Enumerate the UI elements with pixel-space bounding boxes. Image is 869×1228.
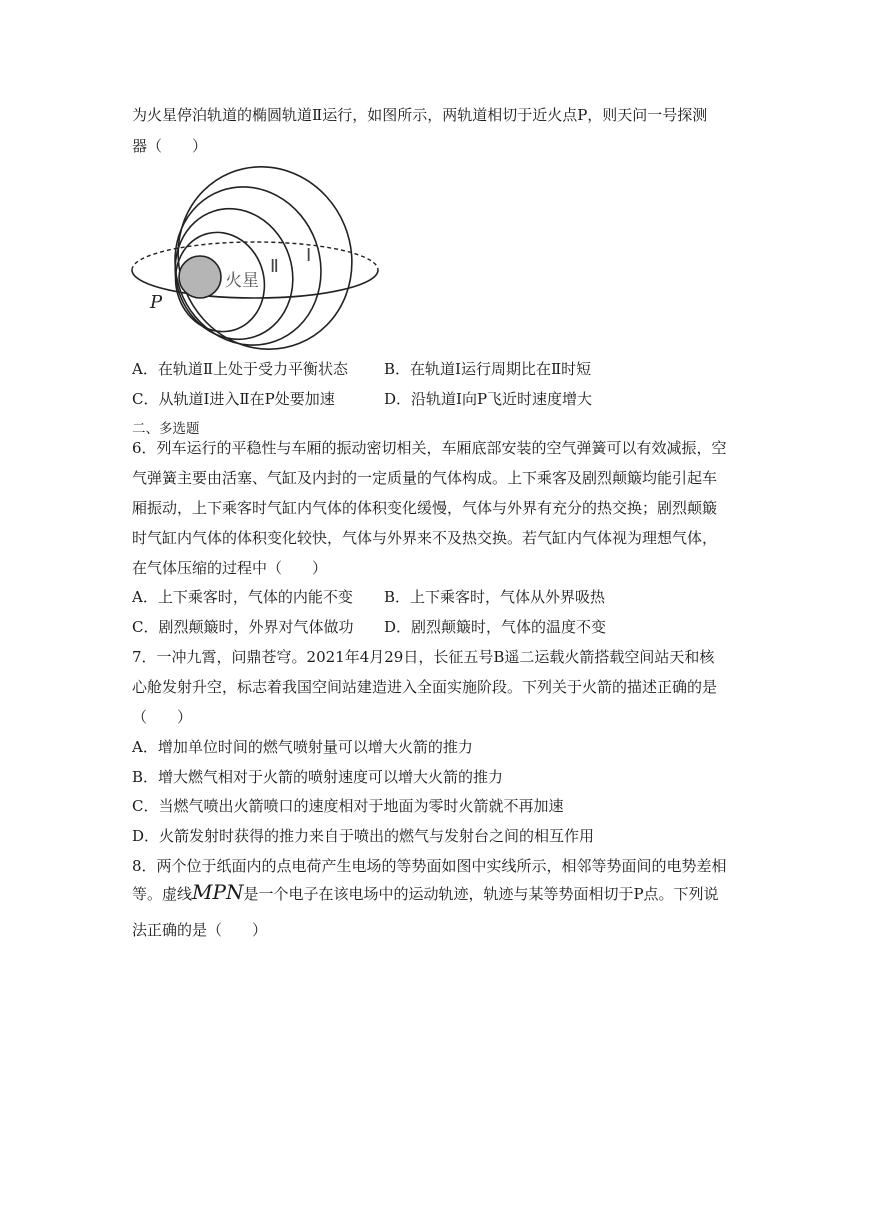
q7-option-c: C．当燃气喷出火箭喷口的速度相对于地面为零时火箭就不再加速	[132, 797, 564, 815]
mars-planet	[179, 256, 221, 298]
q5-option-b: B．在轨道Ⅰ运行周期比在Ⅱ时短	[384, 360, 592, 378]
q5-option-c: C．从轨道Ⅰ进入Ⅱ在P处要加速	[132, 390, 335, 408]
q6-option-b: B．上下乘客时，气体从外界吸热	[384, 588, 606, 606]
q5-option-d: D．沿轨道Ⅰ向P飞近时速度增大	[384, 390, 593, 408]
q8-stem-line-2	[132, 880, 719, 904]
mars-label: 火星	[225, 271, 259, 291]
q8-line2-post: 是一个电子在该电场中的运动轨迹，轨迹与某等势面相切于P点。下列说	[243, 885, 719, 903]
q6-stem-line-5: 在气体压缩的过程中（ ）	[132, 559, 328, 577]
q6-option-d: D．剧烈颠簸时，气体的温度不变	[384, 618, 607, 636]
q6-option-a: A．上下乘客时，气体的内能不变	[132, 588, 353, 606]
q5-stem-line-1: 为火星停泊轨道的椭圆轨道Ⅱ运行，如图所示，两轨道相切于近火点P，则天问一号探测	[132, 106, 708, 124]
q6-stem-line-4: 时气缸内气体的体积变化较快，气体与外界来不及热交换。若气缸内气体视为理想气体，	[132, 529, 718, 547]
section-title: 二、多选题	[132, 421, 200, 437]
q7-option-d: D．火箭发射时获得的推力来自于喷出的燃气与发射台之间的相互作用	[132, 827, 595, 845]
q7-option-b: B．增大燃气相对于火箭的喷射速度可以增大火箭的推力	[132, 768, 504, 786]
q5-stem-line-2: 器（ ）	[132, 137, 208, 155]
q6-stem-line-3: 厢振动，上下乘客时气缸内气体的体积变化缓慢，气体与外界有充分的热交换；剧烈颠簸	[132, 499, 718, 517]
q8-stem-line-1: 8．两个位于纸面内的点电荷产生电场的等势面如图中实线所示，相邻等势面间的电势差相	[132, 857, 727, 875]
orbit-1-label: Ⅰ	[306, 245, 312, 266]
q7-stem-line-3: （ ）	[132, 708, 193, 726]
orbit-2-label: Ⅱ	[270, 256, 279, 277]
q6-stem-line-2: 气弹簧主要由活塞、气缸及内封的一定质量的气体构成。上下乘客及剧烈颠簸均能引起车	[132, 469, 718, 487]
q8-stem-line-3: 法正确的是（ ）	[132, 921, 268, 939]
point-p-label: P	[150, 292, 163, 313]
q6-option-c: C．剧烈颠簸时，外界对气体做功	[132, 618, 354, 636]
orbit-outer	[151, 160, 379, 350]
equator-orbit-back	[132, 242, 378, 270]
q6-stem-line-1: 6．列车运行的平稳性与车厢的振动密切相关，车厢底部安装的空气弹簧可以有效减振，空	[132, 439, 727, 457]
mars-orbit-figure	[128, 160, 388, 350]
q5-option-a: A．在轨道Ⅱ上处于受力平衡状态	[132, 360, 349, 378]
q7-stem-line-1: 7．一冲九霄，问鼎苍穹。2021年4月29日，长征五号B遥二运载火箭搭载空间站天和核	[132, 648, 715, 666]
q8-trajectory-math: MPN	[192, 880, 244, 904]
q7-stem-line-2: 心舱发射升空，标志着我国空间站建造进入全面实施阶段。下列关于火箭的描述正确的是	[132, 678, 718, 696]
q8-line2-pre: 等。虚线	[132, 885, 193, 903]
q7-option-a: A．增加单位时间的燃气喷射量可以增大火箭的推力	[132, 738, 473, 756]
